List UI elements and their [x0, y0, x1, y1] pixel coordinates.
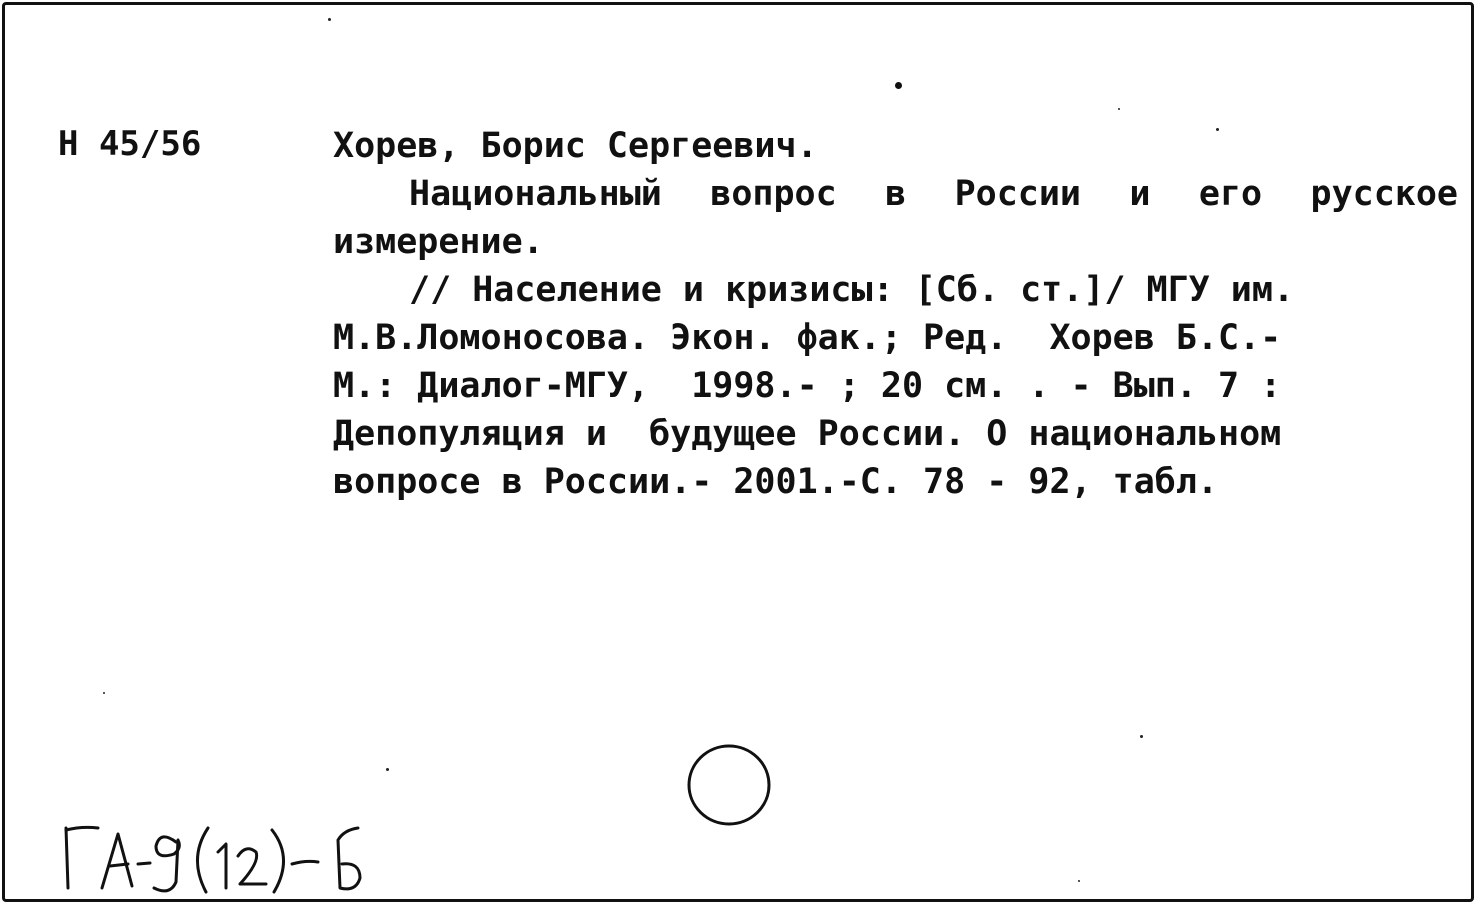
source-line: // Население и кризисы: [Сб. ст.]/ МГУ им. [409, 270, 1295, 310]
ink-speck [103, 692, 105, 694]
ink-speck [1140, 735, 1143, 738]
source-line: М.В.Ломоносова. Экон. фак.; Ред. Хорев Б.С.- [333, 318, 1282, 358]
work-title: Национальный вопрос в России и его русское измерение. [333, 174, 1458, 262]
ink-speck [1078, 880, 1080, 882]
shelf-mark: Н 45/56 [58, 124, 202, 164]
source-line: М.: Диалог-МГУ, 1998.- ; 20 см. . - Вып. 7 : [333, 366, 1282, 406]
ink-speck [1118, 108, 1120, 110]
ink-speck [386, 768, 389, 771]
handwritten-code [60, 800, 440, 900]
source-line: Депопуляция и будущее России. О национальном [333, 414, 1282, 454]
punch-hole-icon [686, 742, 772, 828]
source-line: вопросе в России.- 2001.-С. 78 - 92, табл. [333, 462, 1219, 502]
ink-dot [895, 82, 902, 89]
ink-speck [328, 18, 331, 21]
author-heading: Хорев, Борис Сергеевич. [333, 126, 818, 166]
bibliographic-entry [333, 122, 1458, 506]
